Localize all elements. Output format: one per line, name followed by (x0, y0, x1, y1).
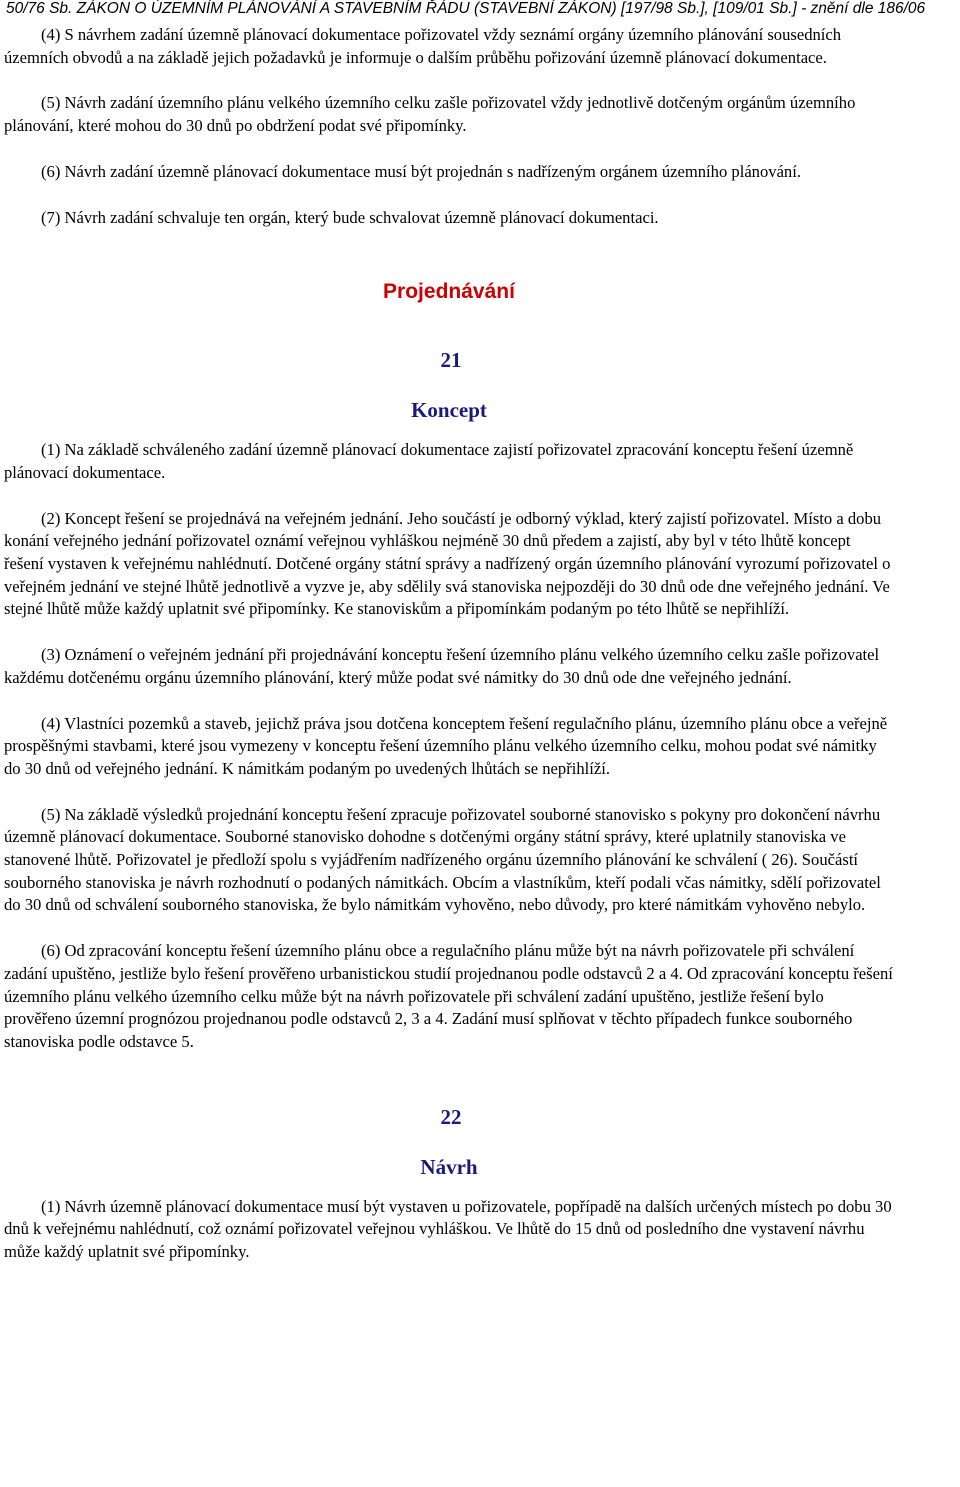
paragraph: (2) Koncept řešení se projednává na veřejném jednání. Jeho součástí je odborný výklad, který zajistí pořizovatel. Místo a dobu konání veřejného jednání pořizovatel oznámí veřejnou vyhláškou nejméně 30 dnů předem a zajistí, aby byl v této lhůtě koncept řešení vystaven k veřejnému nahlédnutí. Dotčené orgány státní správy a nadřízený orgán územního plánování vyrozumí pořizovatel o veřejném jednání ve stejné lhůtě jednotlivě a vyzve je, aby sdělily svá stanoviska nejpozději do 30 dnů ode dne veřejného jednání. Ve stejné lhůtě může každý uplatnit své připomínky. Ke stanoviskům a připomínkám podaným po této lhůtě se nepřihlíží. (4, 508, 891, 619)
page-footer-cut (0, 1480, 960, 1487)
paragraph: (1) Návrh územně plánovací dokumentace musí být vystaven u pořizovatele, popřípadě na dalších určených místech po dobu 30 dnů k veřejnému nahlédnutí, což oznámí pořizovatel veřejnou vyhláškou. Ve lhůtě do 15 dnů od posledního dne vystavení návrhu může každý uplatnit své připomínky. (4, 1196, 892, 1262)
paragraph: (5) Na základě výsledků projednání konceptu řešení zpracuje pořizovatel souborné stanovisko s pokyny pro dokončení návrhu územně plánovací dokumentace. Souborné stanovisko dohodne s dotčenými orgány státní správy, které uplatnily stanoviska ve stanovené lhůtě. Pořizovatel je předloží spolu s vyjádřením nadřízeného orgánu územního plánování ke schválení ( 26). Součástí souborného stanoviska je návrh rozhodnutí o podaných námitkách. Obcím a vlastníkům, kteří podali včas námitky, sdělí pořizovatel do 30 dnů od schválení souborného stanoviska, že bylo námitkám vyhověno, nebo důvody, pro které námitkám vyhověno nebylo. (4, 804, 881, 915)
running-header (6, 0, 960, 20)
paragraph: (4) S návrhem zadání územně plánovací dokumentace pořizovatel vždy seznámí orgány územního plánování sousedních územních obvodů a na základě jejich požadavků je informuje o dalším průběhu pořizování územně plánovací dokumentace. (4, 25, 842, 67)
document-body (4, 24, 894, 1264)
paragraph: (6) Od zpracování konceptu řešení územního plánu obce a regulačního plánu může být na návrh pořizovatele při schválení zadání upuštěno, jestliže bylo řešení prověřeno urbanistickou studií projednanou podle odstavců 2 a 4. Od zpracování konceptu řešení územního plánu velkého územního celku může být na návrh pořizovatele při schválení zadání upuštěno, jestliže řešení bylo prověřeno územní prognózou projednanou podle odstavců 2, 3 a 4. Zadání musí splňovat v těchto případech funkce souborného stanoviska podle odstavce 5. (4, 941, 893, 1051)
paragraph-number-21 (4, 345, 894, 375)
paragraph: (1) Na základě schváleného zadání územně plánovací dokumentace zajistí pořizovatel zpracování konceptu řešení územně plánovací dokumentace. (4, 440, 854, 482)
paragraph: (5) Návrh zadání územního plánu velkého územního celku zašle pořizovatel vždy jednotlivě dotčeným orgánům územního plánování, které mohou do 30 dnů po obdržení podat své připomínky. (4, 93, 856, 136)
paragraph-number-22 (4, 1102, 894, 1132)
running-header-text: 50/76 Sb. ZÁKON O ÚZEMNÍM PLÁNOVÁNÍ A STAVEBNÍM ŘÁDU (STAVEBNÍ ZÁKON) [197/98 Sb.], [109/01 Sb.] - znění dle 186/06 (6, 0, 926, 17)
paragraph-number-value: 22 (440, 1104, 462, 1129)
paragraph-number-value: 21 (440, 348, 462, 373)
paragraph: (6) Návrh zadání územně plánovací dokumentace musí být projednán s nadřízeným orgánem územního plánování. (41, 161, 801, 181)
paragraph: (4) Vlastníci pozemků a staveb, jejichž práva jsou dotčena konceptem řešení regulačního plánu, územního plánu obce a veřejně prospěšnými stavbami, které jsou vymezeny v konceptu řešení územního plánu velkého územního celku, mohou podat své námitky do 30 dnů od veřejného jednání. K námitkám podaným po uvedených lhůtách se nepřihlíží. (4, 713, 888, 778)
paragraph-heading-koncept: Koncept (411, 398, 487, 423)
paragraph: (7) Návrh zadání schvaluje ten orgán, který bude schvalovat územně plánovací dokumentaci. (41, 207, 659, 227)
paragraph: (3) Oznámení o veřejném jednání při projednávání konceptu řešení územního plánu velkého územního celku zašle pořizovatel každému dotčenému orgánu územního plánování, který může podat své námitky do 30 dnů ode dne veřejného jednání. (4, 645, 880, 687)
section-title: Projednávání (383, 280, 515, 304)
paragraph-heading-navrh: Návrh (420, 1154, 478, 1179)
